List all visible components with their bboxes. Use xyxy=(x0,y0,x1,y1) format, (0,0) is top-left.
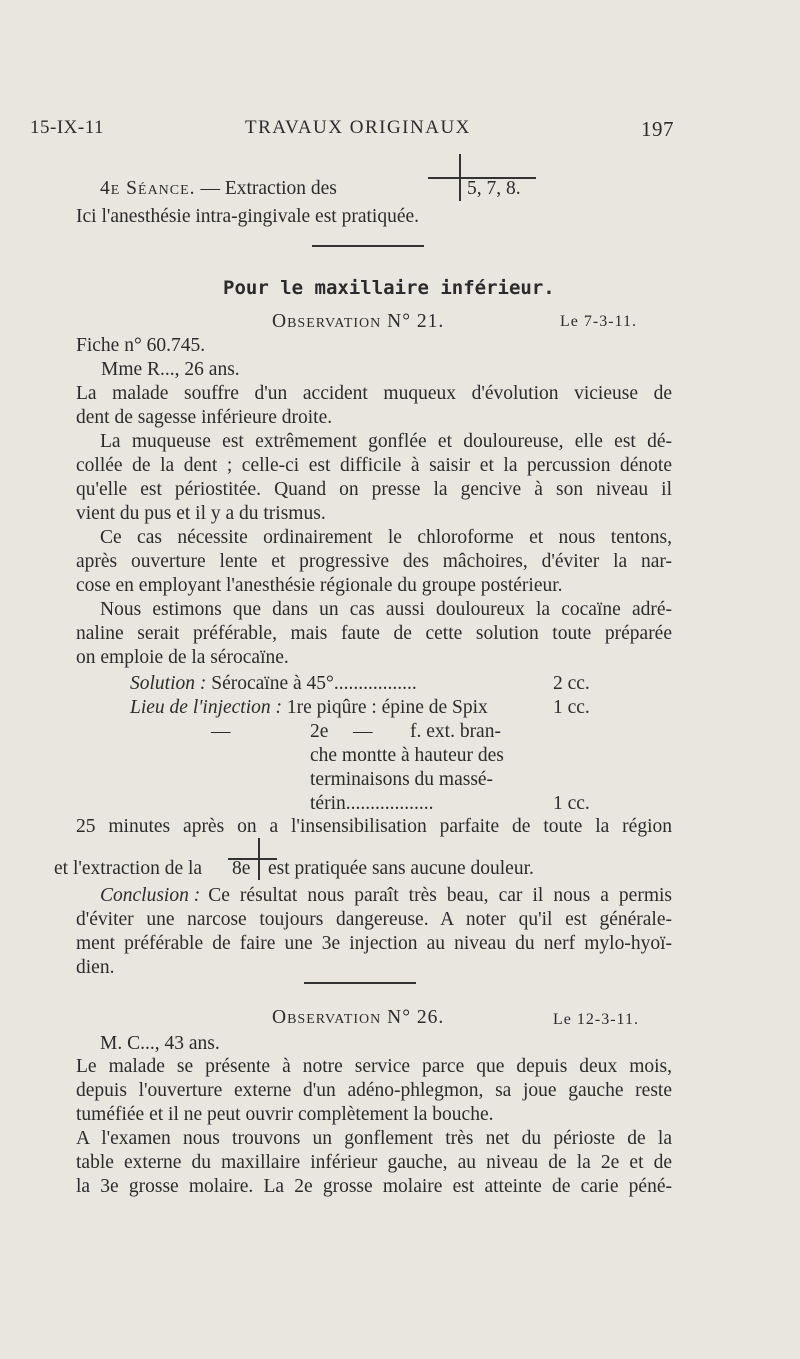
obs21-line: Nous estimons que dans un cas aussi douloureux la cocaïne adré- xyxy=(100,599,672,620)
header-page-number: 197 xyxy=(641,117,674,141)
conclusion-label: Conclusion : xyxy=(100,885,201,906)
solution-text: Sérocaïne à 45°................. xyxy=(211,673,417,694)
lieu-qty1: 1 cc. xyxy=(553,697,590,718)
lieu-dash2: — xyxy=(353,721,373,742)
solution-qty: 2 cc. xyxy=(553,673,590,694)
section-divider xyxy=(304,982,416,984)
lieu-text3: che montte à hauteur des xyxy=(310,745,504,766)
conclusion-text: Ce résultat nous paraît très beau, car il nous a permis xyxy=(208,885,672,906)
conclusion-line-1 xyxy=(76,884,672,908)
obs26-title: Observation N° 26. xyxy=(272,1007,445,1028)
after-line-2b: est pratiquée sans aucune douleur. xyxy=(268,858,534,879)
lieu-text2: f. ext. bran- xyxy=(410,721,501,742)
seance-teeth: 5, 7, 8. xyxy=(467,178,521,199)
obs21-patient: Mme R..., 26 ans. xyxy=(101,359,240,380)
obs26-line: la 3e grosse molaire. La 2e grosse molaire est atteinte de carie péné- xyxy=(76,1176,672,1197)
conclusion-line: d'éviter une narcose toujours dangereuse. A noter qu'il est générale- xyxy=(76,909,672,930)
after-line-2a: et l'extraction de la xyxy=(54,858,203,879)
conclusion-line: dien. xyxy=(76,957,115,978)
section-title: Pour le maxillaire inférieur. xyxy=(223,277,555,299)
anesthesie-line: Ici l'anesthésie intra-gingivale est pratiquée. xyxy=(76,206,420,227)
after-line-2-tooth: 8e xyxy=(232,858,251,879)
section-divider xyxy=(312,245,424,247)
obs21-line: cose en employant l'anesthésie régionale du groupe postérieur. xyxy=(76,575,563,596)
obs21-line: on emploie de la sérocaïne. xyxy=(76,647,289,668)
obs26-line: depuis l'ouverture externe d'un adéno-phlegmon, sa joue gauche reste xyxy=(76,1080,672,1101)
obs21-fiche: Fiche n° 60.745. xyxy=(76,335,206,356)
lieu-num2: 2e xyxy=(310,721,329,742)
obs26-line: table externe du maxillaire inférieur gauche, au niveau de la 2e et de xyxy=(76,1152,672,1173)
obs26-date: Le 12-3-11. xyxy=(553,1011,639,1028)
conclusion-line: ment préférable de faire une 3e injection au niveau du nerf mylo-hyoï- xyxy=(76,933,672,954)
obs21-line: vient du pus et il y a du trismus. xyxy=(76,503,326,524)
header-date: 15-IX-11 xyxy=(30,117,104,138)
solution-row xyxy=(130,672,417,696)
lieu-text5: térin.................. xyxy=(310,793,434,814)
solution-label: Solution : xyxy=(130,673,207,694)
lieu-qty2: 1 cc. xyxy=(553,793,590,814)
obs21-line: La malade souffre d'un accident muqueux d'évolution vicieuse de xyxy=(76,383,672,404)
lieu-label: Lieu de l'injection : xyxy=(130,697,283,718)
seance-text: — Extraction des xyxy=(200,178,337,199)
obs21-line: après ouverture lente et progressive des mâchoires, d'éviter la nar- xyxy=(76,551,672,572)
obs21-line: Ce cas nécessite ordinairement le chloroforme et nous tentons, xyxy=(100,527,672,548)
obs21-date: Le 7-3-11. xyxy=(560,313,637,330)
obs26-patient: M. C..., 43 ans. xyxy=(100,1033,220,1054)
seance-line xyxy=(100,177,337,201)
obs21-line: naline serait préférable, mais faute de cette solution toute préparée xyxy=(76,623,672,644)
obs21-title: Observation N° 21. xyxy=(272,311,445,332)
obs26-line: A l'examen nous trouvons un gonflement très net du périoste de la xyxy=(76,1128,672,1149)
obs21-line: La muqueuse est extrêmement gonflée et douloureuse, elle est dé- xyxy=(100,431,672,452)
obs21-line: collée de la dent ; celle-ci est difficile à saisir et la percussion dénote xyxy=(76,455,672,476)
lieu-dash: — xyxy=(211,721,231,742)
obs21-line: dent de sagesse inférieure droite. xyxy=(76,407,333,428)
header-title: TRAVAUX ORIGINAUX xyxy=(245,117,471,138)
obs21-line: qu'elle est périostitée. Quand on presse la gencive à son niveau il xyxy=(76,479,672,500)
dental-formula-left-bar xyxy=(428,177,460,179)
obs26-line: Le malade se présente à notre service parce que depuis deux mois, xyxy=(76,1056,672,1077)
obs26-line: tuméfiée et il ne peut ouvrir complètement la bouche. xyxy=(76,1104,494,1125)
lieu-text1: 1re piqûre : épine de Spix xyxy=(286,697,488,718)
after-line-1: 25 minutes après on a l'insensibilisation parfaite de toute la région xyxy=(76,816,672,837)
lieu-row xyxy=(130,696,488,720)
lieu-text4: terminaisons du massé- xyxy=(310,769,494,790)
seance-label: 4e Séance. xyxy=(100,178,196,199)
